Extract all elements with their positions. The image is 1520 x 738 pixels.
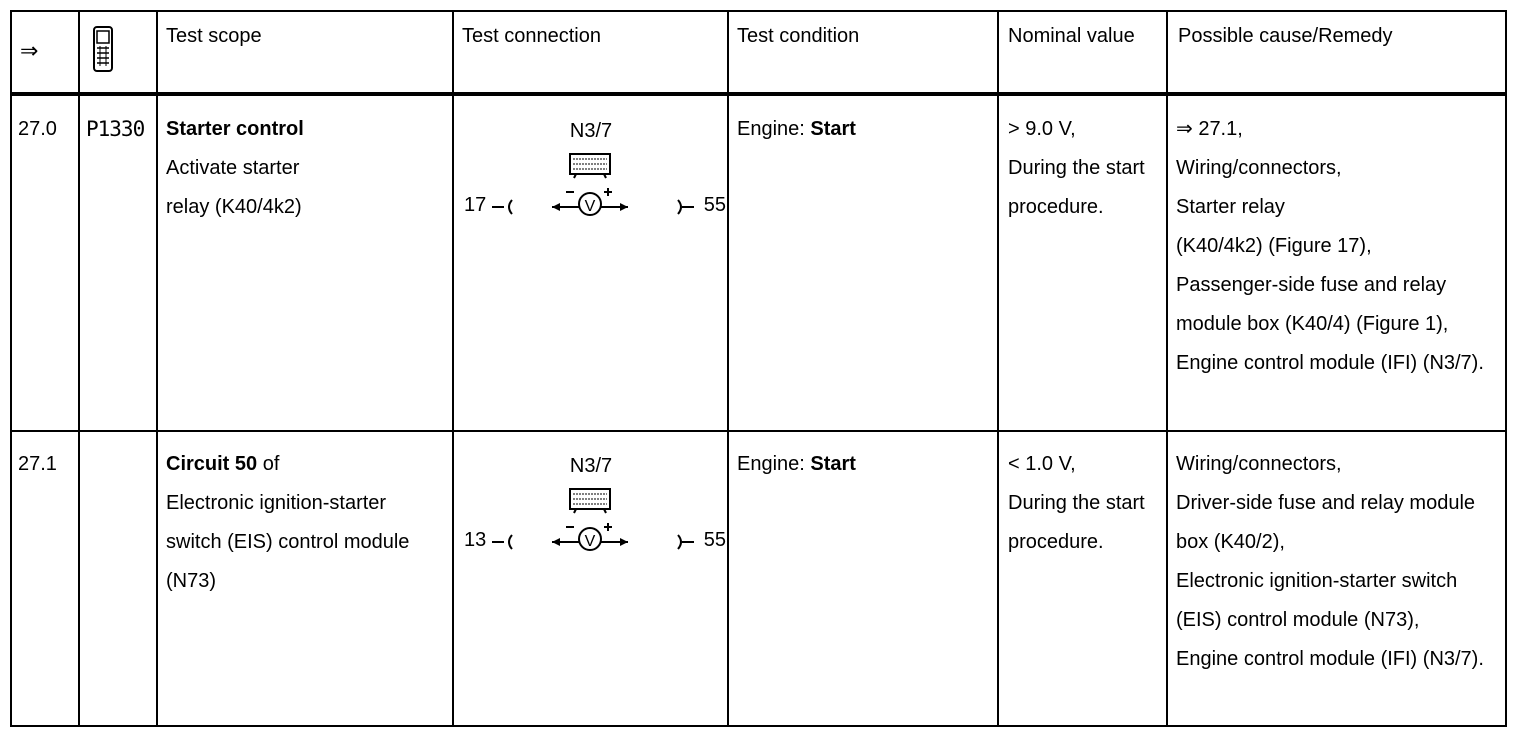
column-divider — [452, 12, 454, 725]
test-scope-line: Activate starter — [166, 157, 300, 179]
nominal-line: > 9.0 V, — [1008, 118, 1076, 140]
row-divider — [12, 430, 1505, 432]
fault-code: P1330 — [86, 117, 145, 141]
pin-right: 55 — [703, 194, 726, 216]
condition-prefix: Engine: — [737, 118, 811, 140]
cause-line: (EIS) control module (N73), — [1176, 609, 1420, 631]
pin-left: 17 — [464, 194, 487, 216]
nominal-line: < 1.0 V, — [1008, 453, 1076, 475]
cause-line: Passenger-side fuse and relay — [1176, 274, 1447, 296]
possible-cause — [1176, 445, 1484, 679]
test-condition — [737, 110, 856, 149]
test-scope-line: relay (K40/4k2) — [166, 196, 302, 218]
pin-right: 55 — [703, 529, 726, 551]
header-nominal-value: Nominal value — [1008, 25, 1135, 47]
nominal-value — [1008, 445, 1145, 562]
test-scope — [166, 110, 304, 227]
test-scope-title: Starter control — [166, 118, 304, 140]
test-scope-line: Electronic ignition-starter — [166, 492, 387, 514]
nominal-value — [1008, 110, 1145, 227]
pin-left: 13 — [464, 529, 487, 551]
cause-line: box (K40/2), — [1176, 531, 1285, 553]
column-divider — [78, 12, 80, 725]
condition-prefix: Engine: — [737, 453, 811, 475]
cause-line: Wiring/connectors, — [1176, 453, 1342, 475]
cause-line: ⇒ 27.1, — [1176, 118, 1243, 140]
step-number: 27.1 — [18, 453, 57, 475]
meter-symbol: V — [584, 533, 596, 550]
column-divider — [727, 12, 729, 725]
module-label: N3/7 — [569, 120, 613, 142]
header-test-scope: Test scope — [166, 25, 262, 47]
voltmeter-icon — [456, 112, 726, 232]
column-divider — [1166, 12, 1168, 725]
meter-symbol: V — [584, 198, 596, 215]
step-number: 27.0 — [18, 118, 57, 140]
header-divider — [12, 92, 1505, 96]
condition-value: Start — [810, 453, 856, 475]
test-condition — [737, 445, 856, 484]
nominal-line: procedure. — [1008, 196, 1104, 218]
test-scope-line: switch (EIS) control module — [166, 531, 410, 553]
test-connection-diagram — [456, 112, 726, 232]
cause-line: (K40/4k2) (Figure 17), — [1176, 235, 1372, 257]
cause-line: module box (K40/4) (Figure 1), — [1176, 313, 1449, 335]
column-divider — [997, 12, 999, 725]
test-table — [10, 10, 1507, 727]
header-test-connection: Test connection — [462, 25, 601, 47]
tester-icon — [92, 26, 114, 77]
voltmeter-icon — [456, 447, 726, 567]
test-scope-line: (N73) — [166, 570, 217, 592]
cause-line: Engine control module (IFI) (N3/7). — [1176, 352, 1484, 374]
nominal-line: procedure. — [1008, 531, 1104, 553]
header-arrow: ⇒ — [20, 38, 39, 63]
column-divider — [156, 12, 158, 725]
header-possible-cause: Possible cause/Remedy — [1178, 25, 1393, 47]
cause-line: Wiring/connectors, — [1176, 157, 1342, 179]
test-scope-title: Circuit 50 — [166, 453, 258, 475]
nominal-line: During the start — [1008, 157, 1145, 179]
cause-line: Driver-side fuse and relay module — [1176, 492, 1476, 514]
condition-value: Start — [810, 118, 856, 140]
cause-line: Electronic ignition-starter switch — [1176, 570, 1458, 592]
test-connection-diagram — [456, 447, 726, 567]
module-label: N3/7 — [569, 455, 613, 477]
nominal-line: During the start — [1008, 492, 1145, 514]
possible-cause — [1176, 110, 1484, 383]
header-test-condition: Test condition — [737, 25, 860, 47]
test-scope-suffix: of — [257, 453, 280, 475]
test-scope — [166, 445, 409, 601]
cause-line: Starter relay — [1176, 196, 1285, 218]
cause-line: Engine control module (IFI) (N3/7). — [1176, 648, 1484, 670]
